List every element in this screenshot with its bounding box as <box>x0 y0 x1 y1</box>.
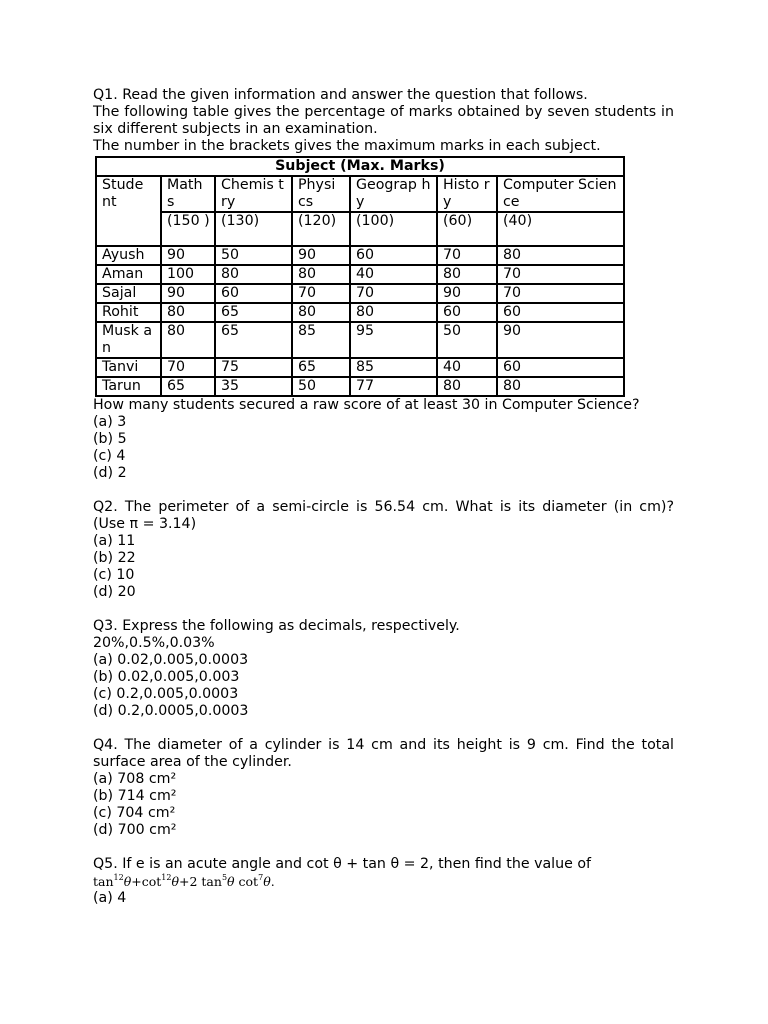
student-name: Tanvi <box>96 358 161 377</box>
table-cell: 80 <box>215 265 292 284</box>
table-cell: 95 <box>350 322 437 358</box>
table-cell: 75 <box>215 358 292 377</box>
table-cell: 50 <box>215 246 292 265</box>
q4-option-d: (d) 700 cm² <box>93 822 177 838</box>
table-cell: 80 <box>497 246 624 265</box>
table-cell: 40 <box>437 358 497 377</box>
document-page <box>93 87 674 907</box>
table-cell: 60 <box>437 303 497 322</box>
expr-theta: θ <box>123 874 132 889</box>
q1-intro: Q1. Read the given information and answer the question that follows. <box>93 87 588 103</box>
expr-exponent: 5 <box>221 873 228 882</box>
expr-func: +cot <box>131 874 162 889</box>
q1-option-d: (d) 2 <box>93 465 127 481</box>
subject-header: Subject (Max. Marks) <box>96 157 624 176</box>
q3-option-a: (a) 0.02,0.005,0.0003 <box>93 652 249 668</box>
q4-option-c: (c) 704 cm² <box>93 805 176 821</box>
table-cell: 80 <box>292 265 350 284</box>
table-row <box>96 265 624 284</box>
spacer <box>93 482 674 499</box>
table-cell: 70 <box>437 246 497 265</box>
expr-func: +2 tan <box>179 874 222 889</box>
student-name: Musk an <box>96 322 161 358</box>
q1-option-a: (a) 3 <box>93 414 127 430</box>
student-name: Ayush <box>96 246 161 265</box>
q1-option-c: (c) 4 <box>93 448 126 464</box>
expr-exponent: 12 <box>161 873 172 882</box>
q1-description: The following table gives the percentage of marks obtained by seven students in six different subjects in an examination. <box>93 104 674 137</box>
table-cell: 65 <box>215 303 292 322</box>
expr-end: . <box>270 874 275 889</box>
table-cell: 70 <box>497 284 624 303</box>
q1-question: How many students secured a raw score of at least 30 in Computer Science? <box>93 397 640 413</box>
q4-option-b: (b) 714 cm² <box>93 788 177 804</box>
max-marks-maths: (150 ) <box>161 212 215 246</box>
subject-computer-science: Computer Science <box>497 176 624 212</box>
q5-expression <box>93 873 674 890</box>
max-marks-geography: (100) <box>350 212 437 246</box>
student-header: Stude nt <box>96 176 161 246</box>
table-cell: 80 <box>437 377 497 396</box>
q5-option-a: (a) 4 <box>93 890 127 906</box>
spacer <box>93 839 674 856</box>
expr-theta: θ <box>171 874 179 889</box>
table-cell: 50 <box>437 322 497 358</box>
q3-option-d: (d) 0.2,0.0005,0.0003 <box>93 703 249 719</box>
expr-theta: θ <box>227 874 235 889</box>
max-marks-chemistry: (130) <box>215 212 292 246</box>
table-cell: 80 <box>161 322 215 358</box>
q2-option-a: (a) 11 <box>93 533 136 549</box>
student-name: Tarun <box>96 377 161 396</box>
subject-names-row <box>96 176 624 212</box>
expr-theta: θ <box>263 874 271 889</box>
expr-func: tan <box>93 874 114 889</box>
q5-question: Q5. If e is an acute angle and cot θ + tan θ = 2, then find the value of <box>93 856 592 872</box>
q3-option-b: (b) 0.02,0.005,0.003 <box>93 669 240 685</box>
table-row <box>96 322 624 358</box>
marks-table <box>95 156 625 397</box>
table-cell: 80 <box>437 265 497 284</box>
spacer <box>93 601 674 618</box>
table-cell: 80 <box>350 303 437 322</box>
table-row <box>96 246 624 265</box>
table-cell: 60 <box>350 246 437 265</box>
table-row <box>96 284 624 303</box>
spacer <box>93 720 674 737</box>
student-name: Aman <box>96 265 161 284</box>
q3-option-c: (c) 0.2,0.005,0.0003 <box>93 686 239 702</box>
table-cell: 40 <box>350 265 437 284</box>
max-marks-history: (60) <box>437 212 497 246</box>
table-cell: 60 <box>497 303 624 322</box>
q3-question: Q3. Express the following as decimals, respectively. <box>93 618 460 634</box>
table-cell: 80 <box>497 377 624 396</box>
table-cell: 65 <box>215 322 292 358</box>
q2-option-b: (b) 22 <box>93 550 136 566</box>
q1-option-b: (b) 5 <box>93 431 127 447</box>
table-cell: 85 <box>292 322 350 358</box>
table-row <box>96 303 624 322</box>
table-cell: 65 <box>292 358 350 377</box>
q2-option-c: (c) 10 <box>93 567 135 583</box>
q4-question: Q4. The diameter of a cylinder is 14 cm and its height is 9 cm. Find the total surface area of the cylinder. <box>93 737 674 770</box>
q2-question: Q2. The perimeter of a semi-circle is 56.54 cm. What is its diameter (in cm)? (Use π = 3.14) <box>93 499 674 532</box>
table-cell: 60 <box>215 284 292 303</box>
subject-chemistry: Chemis try <box>215 176 292 212</box>
student-name: Sajal <box>96 284 161 303</box>
table-cell: 100 <box>161 265 215 284</box>
table-cell: 90 <box>497 322 624 358</box>
table-cell: 70 <box>497 265 624 284</box>
table-cell: 70 <box>161 358 215 377</box>
q1-brackets-note: The number in the brackets gives the maximum marks in each subject. <box>93 138 601 154</box>
expr-exponent: 12 <box>113 873 124 882</box>
table-cell: 90 <box>437 284 497 303</box>
subject-physics: Physi cs <box>292 176 350 212</box>
table-cell: 50 <box>292 377 350 396</box>
expr-exponent: 7 <box>258 873 264 882</box>
max-marks-computer-science: (40) <box>497 212 624 246</box>
table-cell: 90 <box>161 246 215 265</box>
subject-maths: Math s <box>161 176 215 212</box>
table-cell: 77 <box>350 377 437 396</box>
student-name: Rohit <box>96 303 161 322</box>
table-cell: 35 <box>215 377 292 396</box>
table-cell: 80 <box>161 303 215 322</box>
table-cell: 70 <box>350 284 437 303</box>
table-cell: 65 <box>161 377 215 396</box>
table-row <box>96 358 624 377</box>
table-cell: 70 <box>292 284 350 303</box>
q2-option-d: (d) 20 <box>93 584 136 600</box>
table-cell: 60 <box>497 358 624 377</box>
table-row <box>96 377 624 396</box>
max-marks-row <box>96 212 624 246</box>
subject-history: Histo ry <box>437 176 497 212</box>
subject-header-row <box>96 157 624 176</box>
table-cell: 80 <box>292 303 350 322</box>
table-cell: 85 <box>350 358 437 377</box>
subject-geography: Geograp hy <box>350 176 437 212</box>
max-marks-physics: (120) <box>292 212 350 246</box>
table-cell: 90 <box>292 246 350 265</box>
table-cell: 90 <box>161 284 215 303</box>
expr-func: cot <box>234 874 259 889</box>
q3-values: 20%,0.5%,0.03% <box>93 635 215 651</box>
q4-option-a: (a) 708 cm² <box>93 771 177 787</box>
